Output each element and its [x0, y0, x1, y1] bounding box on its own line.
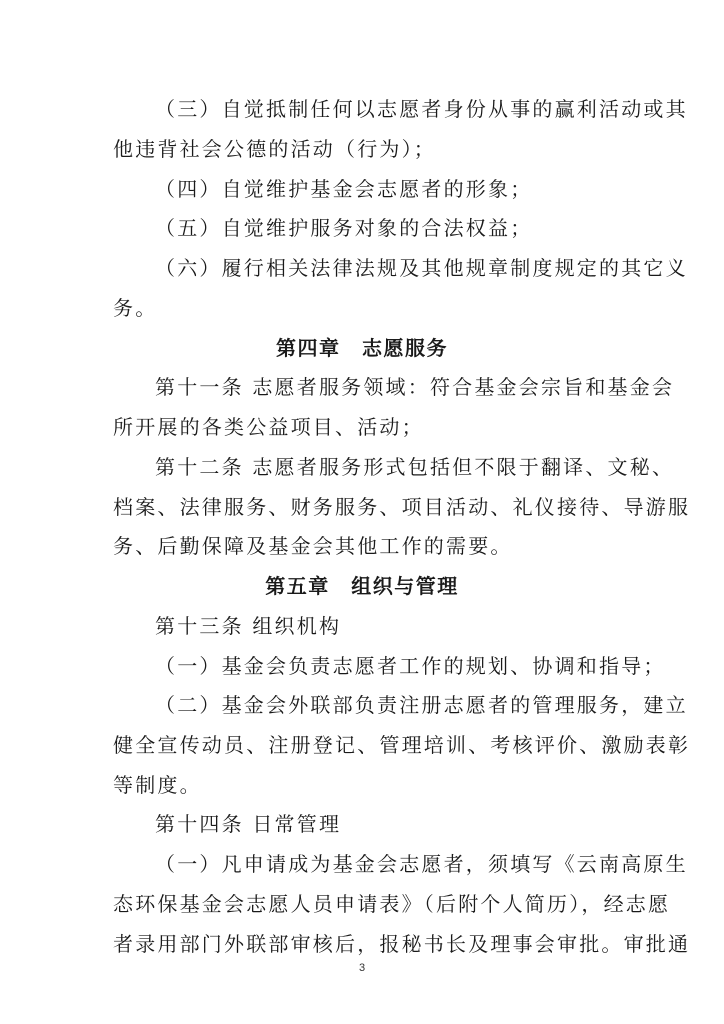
- paragraph-line: （二）基金会外联部负责注册志愿者的管理服务，建立: [155, 693, 688, 717]
- paragraph-line: 所开展的各类公益项目、活动；: [113, 415, 424, 439]
- paragraph-line: 第十一条 志愿者服务领域：符合基金会宗旨和基金会: [155, 375, 675, 399]
- paragraph-line: （一）凡申请成为基金会志愿者，须填写《云南高原生: [155, 852, 688, 876]
- paragraph-line: 者录用部门外联部审核后，报秘书长及理事会审批。审批通: [113, 932, 691, 956]
- paragraph-line: （三）自觉抵制任何以志愿者身份从事的赢利活动或其: [155, 97, 688, 121]
- paragraph-line: （五）自觉维护服务对象的合法权益；: [155, 216, 533, 240]
- paragraph-line: 第十三条 组织机构: [155, 614, 342, 638]
- paragraph-line: （六）履行相关法律法规及其他规章制度规定的其它义: [155, 256, 688, 280]
- paragraph-line: 健全宣传动员、注册登记、管理培训、考核评价、激励表彰: [113, 733, 691, 757]
- paragraph-line: 态环保基金会志愿人员申请表》（后附个人简历），经志愿: [113, 892, 671, 916]
- paragraph-line: 档案、法律服务、财务服务、项目活动、礼仪接待、导游服: [113, 495, 691, 519]
- paragraph-line: 他违背社会公德的活动（行为）；: [113, 137, 436, 161]
- paragraph-line: 第十四条 日常管理: [155, 812, 342, 836]
- paragraph-line: （一）基金会负责志愿者工作的规划、协调和指导；: [155, 654, 666, 678]
- paragraph-line: 第十二条 志愿者服务形式包括但不限于翻译、文秘、: [155, 455, 675, 479]
- paragraph-line: 务。: [113, 296, 158, 320]
- page-number: 3: [358, 962, 366, 974]
- paragraph-line: 务、后勤保障及基金会其他工作的需要。: [113, 534, 513, 558]
- paragraph-line: （四）自觉维护基金会志愿者的形象；: [155, 177, 533, 201]
- chapter-heading: 第五章 组织与管理: [265, 574, 459, 598]
- paragraph-line: 等制度。: [113, 773, 202, 797]
- chapter-heading: 第四章 志愿服务: [276, 336, 448, 360]
